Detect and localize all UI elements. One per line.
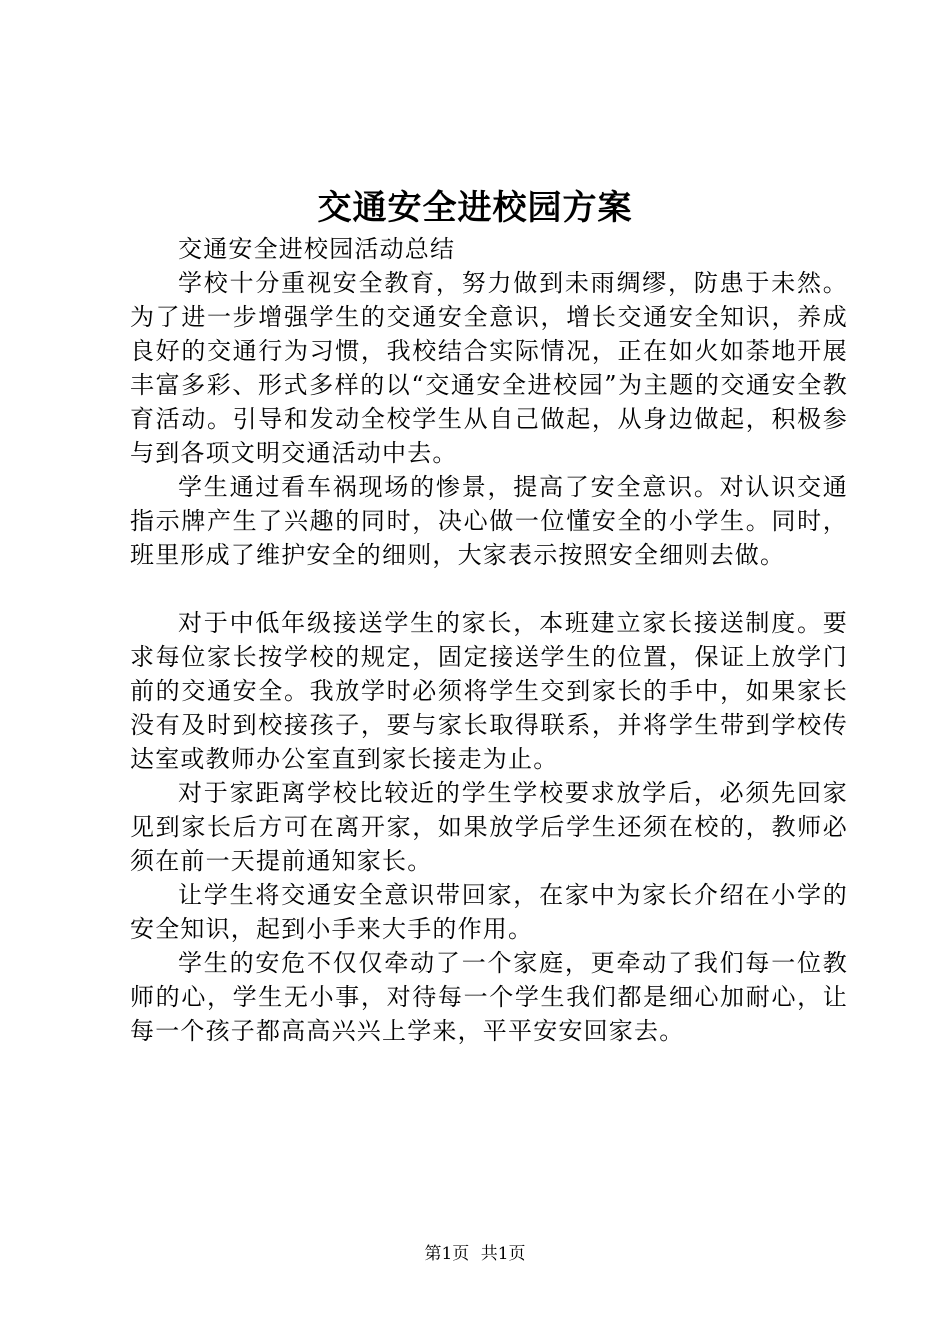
document-body <box>130 232 848 1048</box>
page-number: 第1页 <box>424 1244 470 1264</box>
page-total: 共1页 <box>480 1244 526 1264</box>
page-footer <box>0 1242 950 1266</box>
paragraph-6: 学生的安危不仅仅牵动了一个家庭，更牵动了我们每一位教师的心，学生无小事，对待每一个学生我们都是细心加耐心，让每一个孩子都高高兴兴上学来，平平安安回家去。 <box>130 949 848 1045</box>
paragraph-3: 对于中低年级接送学生的家长，本班建立家长接送制度。要求每位家长按学校的规定，固定接送学生的位置，保证上放学门前的交通安全。我放学时必须将学生交到家长的手中，如果家长没有及时到校接孩子，要与家长取得联系，并将学生带到学校传达室或教师办公室直到家长接走为止。 <box>130 609 848 773</box>
paragraph-4: 对于家距离学校比较近的学生学校要求放学后，必须先回家见到家长后方可在离开家，如果放学后学生还须在校的，教师必须在前一天提前通知家长。 <box>130 779 848 875</box>
paragraph-2: 学生通过看车祸现场的惨景，提高了安全意识。对认识交通指示牌产生了兴趣的同时，决心做一位懂安全的小学生。同时，班里形成了维护安全的细则，大家表示按照安全细则去做。 <box>130 473 848 569</box>
paragraph-5: 让学生将交通安全意识带回家，在家中为家长介绍在小学的安全知识，起到小手来大手的作用。 <box>130 881 848 943</box>
paragraph-1: 学校十分重视安全教育，努力做到未雨绸缪，防患于未然。为了进一步增强学生的交通安全意识，增长交通安全知识，养成良好的交通行为习惯，我校结合实际情况，正在如火如荼地开展丰富多彩、形式多样的以“交通安全进校园”为主题的交通安全教育活动。引导和发动全校学生从自己做起，从身边做起，积极参与到各项文明交通活动中去。 <box>130 269 848 467</box>
paragraph-subtitle: 交通安全进校园活动总结 <box>178 235 456 263</box>
document-title: 交通安全进校园方案 <box>317 188 633 228</box>
